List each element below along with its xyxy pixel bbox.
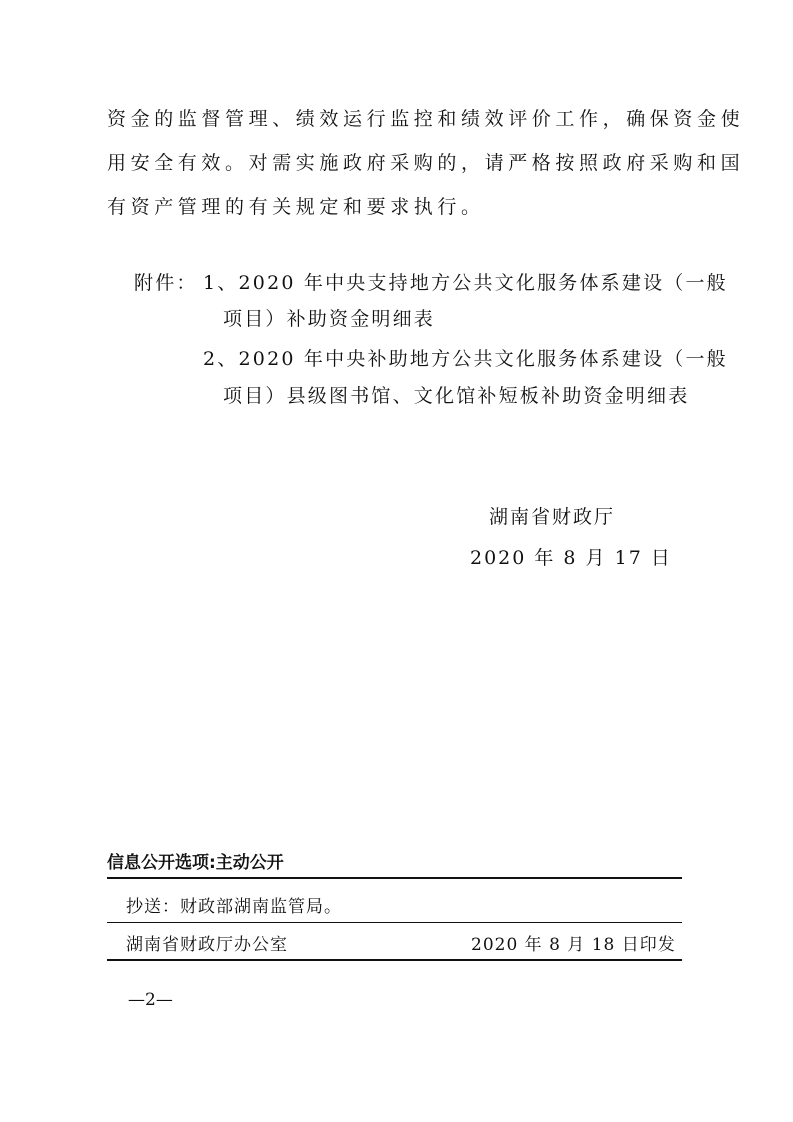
attachments-label: 附件： bbox=[134, 272, 198, 294]
issue-date: 2020 年 8 月 18 日印发 bbox=[471, 935, 676, 955]
issuing-office: 湖南省财政厅办公室 bbox=[126, 935, 288, 955]
body-paragraph-line-3: 有资产管理的有关规定和要求执行。 bbox=[107, 196, 485, 218]
disclosure-option: 信息公开选项:主动公开 bbox=[107, 853, 284, 873]
body-paragraph-line-1: 资金的监督管理、绩效运行监控和绩效评价工作，确保资金使 bbox=[107, 108, 745, 130]
footer-middle-rule bbox=[107, 922, 682, 923]
attachment-1-line-1: 1、2020 年中央支持地方公共文化服务体系建设（一般 bbox=[203, 272, 728, 294]
signature-date: 2020 年 8 月 17 日 bbox=[470, 547, 672, 569]
attachment-2-line-2: 项目）县级图书馆、文化馆补短板补助资金明细表 bbox=[223, 385, 690, 407]
body-paragraph-line-2: 用安全有效。对需实施政府采购的，请严格按照政府采购和国 bbox=[107, 152, 745, 174]
cc-recipients: 抄送：财政部湖南监管局。 bbox=[126, 897, 342, 917]
attachment-1-line-2: 项目）补助资金明细表 bbox=[223, 308, 436, 330]
attachment-2-line-1: 2、2020 年中央补助地方公共文化服务体系建设（一般 bbox=[203, 348, 728, 370]
signature-organization: 湖南省财政厅 bbox=[489, 506, 616, 528]
page-number: —2— bbox=[128, 990, 173, 1010]
footer-bottom-rule bbox=[107, 959, 682, 961]
footer-top-rule bbox=[107, 877, 682, 879]
